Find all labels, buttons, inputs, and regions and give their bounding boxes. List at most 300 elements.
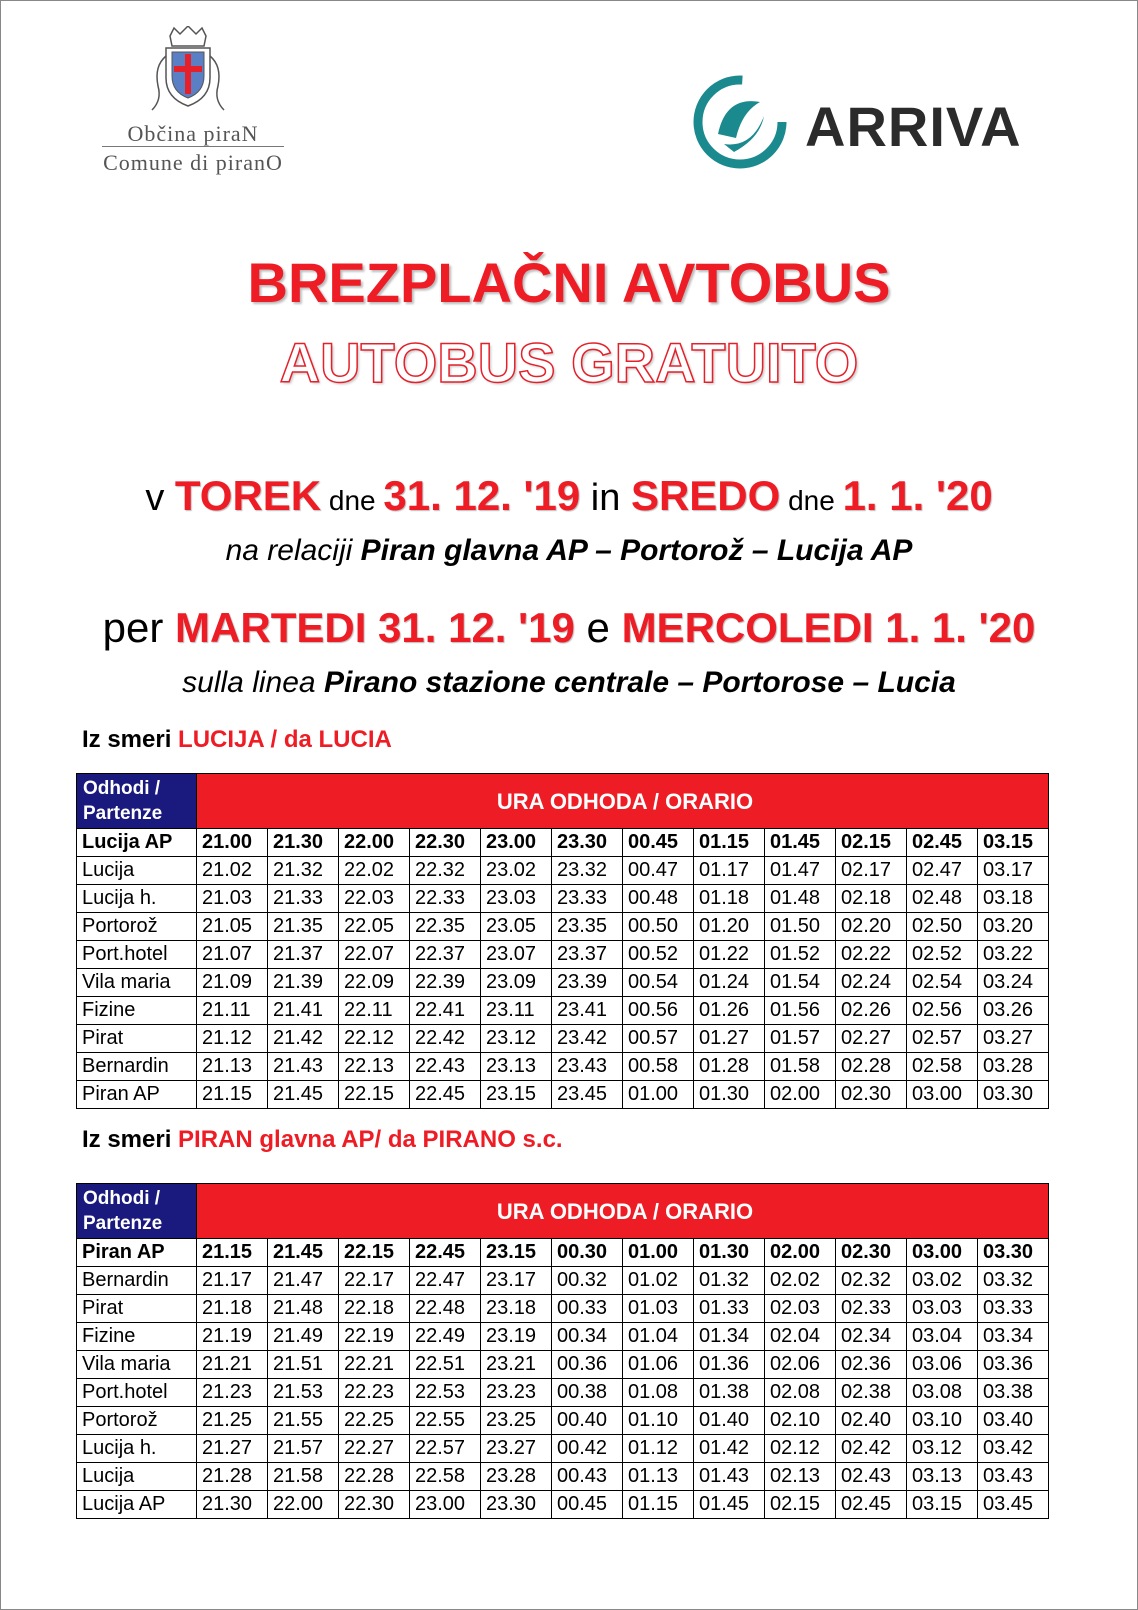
departure-time-cell: 21.32 <box>268 857 339 885</box>
departure-time-cell: 03.13 <box>907 1463 978 1491</box>
date-text: dne <box>780 485 843 516</box>
departure-time-cell: 23.35 <box>552 913 623 941</box>
departure-time-cell: 03.00 <box>907 1239 978 1267</box>
departure-time-cell: 02.10 <box>765 1407 836 1435</box>
stop-name-cell: Vila maria <box>77 969 197 997</box>
departure-time-cell: 03.20 <box>978 913 1049 941</box>
departure-time-cell: 23.32 <box>552 857 623 885</box>
departure-time-cell: 03.34 <box>978 1323 1049 1351</box>
stop-name-cell: Fizine <box>77 1323 197 1351</box>
stop-name-cell: Pirat <box>77 1295 197 1323</box>
departure-time-cell: 22.32 <box>410 857 481 885</box>
departure-time-cell: 22.53 <box>410 1379 481 1407</box>
departure-time-cell: 23.27 <box>481 1435 552 1463</box>
departure-time-cell: 21.21 <box>197 1351 268 1379</box>
timetable-banner: URA ODHODA / ORARIO <box>197 774 1049 829</box>
departure-time-cell: 23.02 <box>481 857 552 885</box>
table-row <box>77 969 1049 997</box>
departure-time-cell: 21.42 <box>268 1025 339 1053</box>
departure-time-cell: 01.03 <box>623 1295 694 1323</box>
departure-time-cell: 02.34 <box>836 1323 907 1351</box>
date-text: in <box>580 477 631 519</box>
departure-time-cell: 01.00 <box>623 1081 694 1109</box>
departure-time-cell: 00.54 <box>623 969 694 997</box>
departure-time-cell: 03.36 <box>978 1351 1049 1379</box>
stop-name-cell: Port.hotel <box>77 941 197 969</box>
table-row <box>77 1379 1049 1407</box>
departure-time-cell: 21.12 <box>197 1025 268 1053</box>
table-row <box>77 1025 1049 1053</box>
departure-time-cell: 01.00 <box>623 1239 694 1267</box>
departure-time-cell: 23.11 <box>481 997 552 1025</box>
departure-time-cell: 01.10 <box>623 1407 694 1435</box>
departure-time-cell: 02.56 <box>907 997 978 1025</box>
logo-divider <box>102 146 284 147</box>
departure-time-cell: 02.58 <box>907 1053 978 1081</box>
departure-time-cell: 03.18 <box>978 885 1049 913</box>
departure-time-cell: 22.49 <box>410 1323 481 1351</box>
departure-time-cell: 01.34 <box>694 1323 765 1351</box>
departure-time-cell: 23.30 <box>552 829 623 857</box>
stop-name-cell: Lucija AP <box>77 829 197 857</box>
departure-time-cell: 03.00 <box>907 1081 978 1109</box>
departure-time-cell: 02.50 <box>907 913 978 941</box>
departure-time-cell: 02.28 <box>836 1053 907 1081</box>
date-highlight: MERCOLEDI 1. 1. '20 <box>621 604 1036 651</box>
departure-time-cell: 02.45 <box>836 1491 907 1519</box>
departure-time-cell: 22.37 <box>410 941 481 969</box>
departure-time-cell: 02.02 <box>765 1267 836 1295</box>
departure-time-cell: 22.11 <box>339 997 410 1025</box>
departure-time-cell: 22.30 <box>339 1491 410 1519</box>
departure-time-cell: 01.08 <box>623 1379 694 1407</box>
date-highlight: 1. 1. '20 <box>842 472 993 519</box>
departure-time-cell: 23.17 <box>481 1267 552 1295</box>
departure-time-cell: 02.13 <box>765 1463 836 1491</box>
departure-time-cell: 22.35 <box>410 913 481 941</box>
departure-time-cell: 22.05 <box>339 913 410 941</box>
stop-name-cell: Pirat <box>77 1025 197 1053</box>
stop-name-cell: Piran AP <box>77 1081 197 1109</box>
obcina-piran-logo <box>78 26 308 176</box>
departure-time-cell: 03.30 <box>978 1239 1049 1267</box>
departure-time-cell: 00.40 <box>552 1407 623 1435</box>
stop-name-cell: Piran AP <box>77 1239 197 1267</box>
section-heading-prefix: Iz smeri <box>82 726 179 753</box>
departure-time-cell: 02.24 <box>836 969 907 997</box>
route-name: Pirano stazione centrale – Portorose – Lucia <box>323 666 956 699</box>
departure-time-cell: 23.03 <box>481 885 552 913</box>
departure-time-cell: 21.51 <box>268 1351 339 1379</box>
table-row <box>77 1267 1049 1295</box>
departure-time-cell: 03.06 <box>907 1351 978 1379</box>
departure-time-cell: 01.15 <box>623 1491 694 1519</box>
departure-time-cell: 03.04 <box>907 1323 978 1351</box>
timetable-from-piran <box>76 1183 1049 1519</box>
departure-time-cell: 21.55 <box>268 1407 339 1435</box>
departure-time-cell: 23.25 <box>481 1407 552 1435</box>
departure-time-cell: 03.26 <box>978 997 1049 1025</box>
departure-time-cell: 23.28 <box>481 1463 552 1491</box>
departure-time-cell: 03.22 <box>978 941 1049 969</box>
departure-time-cell: 02.04 <box>765 1323 836 1351</box>
route-line-italian <box>0 666 1138 700</box>
departure-time-cell: 00.33 <box>552 1295 623 1323</box>
departure-time-cell: 23.45 <box>552 1081 623 1109</box>
departure-time-cell: 03.45 <box>978 1491 1049 1519</box>
departure-time-cell: 23.30 <box>481 1491 552 1519</box>
departure-time-cell: 22.07 <box>339 941 410 969</box>
departure-time-cell: 02.18 <box>836 885 907 913</box>
departure-time-cell: 21.58 <box>268 1463 339 1491</box>
departure-time-cell: 00.36 <box>552 1351 623 1379</box>
departure-time-cell: 22.15 <box>339 1081 410 1109</box>
departure-time-cell: 22.19 <box>339 1323 410 1351</box>
departure-time-cell: 21.30 <box>268 829 339 857</box>
departure-time-cell: 22.51 <box>410 1351 481 1379</box>
departure-time-cell: 00.34 <box>552 1323 623 1351</box>
departure-time-cell: 21.47 <box>268 1267 339 1295</box>
departure-time-cell: 22.43 <box>410 1053 481 1081</box>
departure-time-cell: 02.54 <box>907 969 978 997</box>
departure-time-cell: 02.30 <box>836 1239 907 1267</box>
departure-time-cell: 21.33 <box>268 885 339 913</box>
departure-time-cell: 22.58 <box>410 1463 481 1491</box>
piran-crest-icon <box>148 26 228 114</box>
departure-time-cell: 23.05 <box>481 913 552 941</box>
departure-time-cell: 23.19 <box>481 1323 552 1351</box>
departure-time-cell: 01.47 <box>765 857 836 885</box>
departure-time-cell: 23.07 <box>481 941 552 969</box>
departure-time-cell: 02.32 <box>836 1267 907 1295</box>
departure-time-cell: 22.42 <box>410 1025 481 1053</box>
departure-time-cell: 03.27 <box>978 1025 1049 1053</box>
departure-time-cell: 01.57 <box>765 1025 836 1053</box>
departure-time-cell: 03.28 <box>978 1053 1049 1081</box>
departure-time-cell: 01.15 <box>694 829 765 857</box>
departure-time-cell: 03.38 <box>978 1379 1049 1407</box>
day-highlight: TOREK <box>174 472 322 519</box>
departure-time-cell: 02.15 <box>765 1491 836 1519</box>
table-row <box>77 1053 1049 1081</box>
departure-time-cell: 02.47 <box>907 857 978 885</box>
departure-time-cell: 23.39 <box>552 969 623 997</box>
departure-time-cell: 03.30 <box>978 1081 1049 1109</box>
departure-time-cell: 01.22 <box>694 941 765 969</box>
departure-time-cell: 21.03 <box>197 885 268 913</box>
stop-name-cell: Lucija AP <box>77 1491 197 1519</box>
departure-time-cell: 23.43 <box>552 1053 623 1081</box>
route-prefix: sulla linea <box>182 666 324 699</box>
departure-time-cell: 02.12 <box>765 1435 836 1463</box>
departure-time-cell: 01.24 <box>694 969 765 997</box>
section-heading-from-piran <box>82 1126 563 1154</box>
stop-name-cell: Port.hotel <box>77 1379 197 1407</box>
departure-time-cell: 23.18 <box>481 1295 552 1323</box>
departure-time-cell: 22.45 <box>410 1239 481 1267</box>
departure-time-cell: 21.00 <box>197 829 268 857</box>
departure-time-cell: 01.38 <box>694 1379 765 1407</box>
departure-time-cell: 02.15 <box>836 829 907 857</box>
departure-time-cell: 02.40 <box>836 1407 907 1435</box>
departure-time-cell: 03.43 <box>978 1463 1049 1491</box>
departure-time-cell: 21.27 <box>197 1435 268 1463</box>
obcina-piran-text: Občina piraN <box>127 121 259 146</box>
departure-time-cell: 23.00 <box>481 829 552 857</box>
table-row <box>77 1407 1049 1435</box>
departure-time-cell: 02.30 <box>836 1081 907 1109</box>
departure-time-cell: 22.45 <box>410 1081 481 1109</box>
departure-time-cell: 02.52 <box>907 941 978 969</box>
departure-time-cell: 01.06 <box>623 1351 694 1379</box>
table-row <box>77 1295 1049 1323</box>
departure-time-cell: 22.27 <box>339 1435 410 1463</box>
departure-time-cell: 02.22 <box>836 941 907 969</box>
departure-time-cell: 22.21 <box>339 1351 410 1379</box>
stop-name-cell: Portorož <box>77 913 197 941</box>
departure-time-cell: 02.33 <box>836 1295 907 1323</box>
departure-time-cell: 22.00 <box>339 829 410 857</box>
comune-di-pirano-text: Comune di piranO <box>103 150 283 175</box>
departure-time-cell: 00.45 <box>552 1491 623 1519</box>
departure-time-cell: 02.36 <box>836 1351 907 1379</box>
date-highlight: MARTEDI 31. 12. '19 <box>175 604 575 651</box>
departure-time-cell: 23.23 <box>481 1379 552 1407</box>
departure-time-cell: 01.17 <box>694 857 765 885</box>
departure-time-cell: 21.53 <box>268 1379 339 1407</box>
departure-time-cell: 02.03 <box>765 1295 836 1323</box>
departure-time-cell: 00.58 <box>623 1053 694 1081</box>
departure-time-cell: 23.37 <box>552 941 623 969</box>
departure-time-cell: 21.05 <box>197 913 268 941</box>
departure-time-cell: 22.48 <box>410 1295 481 1323</box>
title-slovene: BREZPLAČNI AVTOBUS <box>247 251 891 314</box>
departure-time-cell: 01.50 <box>765 913 836 941</box>
departure-time-cell: 02.26 <box>836 997 907 1025</box>
departure-time-cell: 21.15 <box>197 1239 268 1267</box>
day-highlight: SREDO <box>630 472 781 519</box>
departure-time-cell: 23.21 <box>481 1351 552 1379</box>
departure-time-cell: 00.47 <box>623 857 694 885</box>
departure-time-cell: 01.45 <box>765 829 836 857</box>
departure-time-cell: 22.41 <box>410 997 481 1025</box>
departure-time-cell: 21.45 <box>268 1239 339 1267</box>
departure-time-cell: 23.00 <box>410 1491 481 1519</box>
departure-time-cell: 03.40 <box>978 1407 1049 1435</box>
departure-time-cell: 22.09 <box>339 969 410 997</box>
departure-time-cell: 22.39 <box>410 969 481 997</box>
table-row <box>77 913 1049 941</box>
arriva-wordmark: ARRIVA <box>805 95 1022 158</box>
table-row <box>77 1463 1049 1491</box>
departure-time-cell: 02.00 <box>765 1081 836 1109</box>
departure-time-cell: 23.12 <box>481 1025 552 1053</box>
section-heading-from-lucija <box>82 726 392 754</box>
stop-name-cell: Lucija h. <box>77 1435 197 1463</box>
departure-time-cell: 22.33 <box>410 885 481 913</box>
departure-time-cell: 03.10 <box>907 1407 978 1435</box>
table-row <box>77 941 1049 969</box>
departure-time-cell: 22.47 <box>410 1267 481 1295</box>
departure-time-cell: 22.30 <box>410 829 481 857</box>
departure-time-cell: 23.33 <box>552 885 623 913</box>
date-line-slovene <box>0 472 1138 520</box>
departure-time-cell: 22.18 <box>339 1295 410 1323</box>
departure-time-cell: 01.58 <box>765 1053 836 1081</box>
departure-time-cell: 21.30 <box>197 1491 268 1519</box>
departure-time-cell: 22.00 <box>268 1491 339 1519</box>
departure-time-cell: 01.43 <box>694 1463 765 1491</box>
timetable-from-lucija <box>76 773 1049 1109</box>
departure-time-cell: 21.18 <box>197 1295 268 1323</box>
departure-time-cell: 21.35 <box>268 913 339 941</box>
departure-time-cell: 22.13 <box>339 1053 410 1081</box>
departure-time-cell: 03.42 <box>978 1435 1049 1463</box>
departure-time-cell: 01.18 <box>694 885 765 913</box>
departure-time-cell: 23.41 <box>552 997 623 1025</box>
section-heading-highlight: LUCIJA / da LUCIA <box>178 726 392 753</box>
departure-time-cell: 03.02 <box>907 1267 978 1295</box>
timetable-corner-label: Odhodi / Partenze <box>77 774 197 829</box>
stop-name-cell: Fizine <box>77 997 197 1025</box>
date-text: per <box>102 604 176 651</box>
stop-name-cell: Bernardin <box>77 1053 197 1081</box>
departure-time-cell: 03.33 <box>978 1295 1049 1323</box>
title-italian: AUTOBUS GRATUITO <box>279 331 859 394</box>
table-row <box>77 1491 1049 1519</box>
departure-time-cell: 01.26 <box>694 997 765 1025</box>
departure-time-cell: 21.23 <box>197 1379 268 1407</box>
stop-name-cell: Bernardin <box>77 1267 197 1295</box>
departure-time-cell: 21.49 <box>268 1323 339 1351</box>
stop-name-cell: Lucija h. <box>77 885 197 913</box>
departure-time-cell: 03.12 <box>907 1435 978 1463</box>
table-row <box>77 829 1049 857</box>
departure-time-cell: 01.40 <box>694 1407 765 1435</box>
route-prefix: na relaciji <box>225 534 361 567</box>
departure-time-cell: 02.38 <box>836 1379 907 1407</box>
departure-time-cell: 01.48 <box>765 885 836 913</box>
departure-time-cell: 21.07 <box>197 941 268 969</box>
departure-time-cell: 22.23 <box>339 1379 410 1407</box>
departure-time-cell: 01.30 <box>694 1239 765 1267</box>
departure-time-cell: 01.04 <box>623 1323 694 1351</box>
departure-time-cell: 03.03 <box>907 1295 978 1323</box>
timetable-header-row <box>77 1184 1049 1239</box>
table-row <box>77 885 1049 913</box>
stop-name-cell: Lucija <box>77 857 197 885</box>
departure-time-cell: 22.55 <box>410 1407 481 1435</box>
departure-time-cell: 01.52 <box>765 941 836 969</box>
departure-time-cell: 00.50 <box>623 913 694 941</box>
departure-time-cell: 00.48 <box>623 885 694 913</box>
departure-time-cell: 03.15 <box>978 829 1049 857</box>
table-row <box>77 1081 1049 1109</box>
table-row <box>77 1239 1049 1267</box>
departure-time-cell: 21.19 <box>197 1323 268 1351</box>
departure-time-cell: 02.27 <box>836 1025 907 1053</box>
departure-time-cell: 02.17 <box>836 857 907 885</box>
departure-time-cell: 01.02 <box>623 1267 694 1295</box>
departure-time-cell: 21.41 <box>268 997 339 1025</box>
section-heading-highlight: PIRAN glavna AP/ da PIRANO s.c. <box>178 1126 563 1153</box>
departure-time-cell: 22.25 <box>339 1407 410 1435</box>
departure-time-cell: 01.36 <box>694 1351 765 1379</box>
departure-time-cell: 01.30 <box>694 1081 765 1109</box>
departure-time-cell: 01.28 <box>694 1053 765 1081</box>
table-row <box>77 1323 1049 1351</box>
departure-time-cell: 00.43 <box>552 1463 623 1491</box>
departure-time-cell: 01.27 <box>694 1025 765 1053</box>
departure-time-cell: 01.12 <box>623 1435 694 1463</box>
departure-time-cell: 02.20 <box>836 913 907 941</box>
departure-time-cell: 00.42 <box>552 1435 623 1463</box>
departure-time-cell: 23.13 <box>481 1053 552 1081</box>
departure-time-cell: 00.32 <box>552 1267 623 1295</box>
departure-time-cell: 21.45 <box>268 1081 339 1109</box>
stop-name-cell: Vila maria <box>77 1351 197 1379</box>
departure-time-cell: 03.32 <box>978 1267 1049 1295</box>
departure-time-cell: 02.48 <box>907 885 978 913</box>
departure-time-cell: 02.06 <box>765 1351 836 1379</box>
departure-time-cell: 22.02 <box>339 857 410 885</box>
departure-time-cell: 02.43 <box>836 1463 907 1491</box>
departure-time-cell: 00.38 <box>552 1379 623 1407</box>
departure-time-cell: 03.08 <box>907 1379 978 1407</box>
stop-name-cell: Lucija <box>77 1463 197 1491</box>
table-row <box>77 997 1049 1025</box>
departure-time-cell: 21.25 <box>197 1407 268 1435</box>
departure-time-cell: 22.03 <box>339 885 410 913</box>
timetable-corner-label: Odhodi / Partenze <box>77 1184 197 1239</box>
date-line-italian <box>0 604 1138 652</box>
timetable-banner: URA ODHODA / ORARIO <box>197 1184 1049 1239</box>
section-heading-prefix: Iz smeri <box>82 1126 179 1153</box>
departure-time-cell: 00.45 <box>623 829 694 857</box>
departure-time-cell: 22.28 <box>339 1463 410 1491</box>
departure-time-cell: 21.02 <box>197 857 268 885</box>
arriva-swirl-icon <box>690 72 790 172</box>
date-text: dne <box>321 485 384 516</box>
table-row <box>77 1435 1049 1463</box>
stop-name-cell: Portorož <box>77 1407 197 1435</box>
arriva-logo <box>690 72 1030 182</box>
departure-time-cell: 22.57 <box>410 1435 481 1463</box>
departure-time-cell: 00.56 <box>623 997 694 1025</box>
departure-time-cell: 02.57 <box>907 1025 978 1053</box>
route-name: Piran glavna AP – Portorož – Lucija AP <box>360 534 913 567</box>
route-line-slovene <box>0 534 1138 568</box>
departure-time-cell: 21.13 <box>197 1053 268 1081</box>
departure-time-cell: 21.57 <box>268 1435 339 1463</box>
departure-time-cell: 01.56 <box>765 997 836 1025</box>
departure-time-cell: 01.42 <box>694 1435 765 1463</box>
departure-time-cell: 01.45 <box>694 1491 765 1519</box>
table-row <box>77 1351 1049 1379</box>
departure-time-cell: 23.15 <box>481 1081 552 1109</box>
departure-time-cell: 21.11 <box>197 997 268 1025</box>
departure-time-cell: 21.39 <box>268 969 339 997</box>
departure-time-cell: 02.08 <box>765 1379 836 1407</box>
departure-time-cell: 23.15 <box>481 1239 552 1267</box>
departure-time-cell: 22.15 <box>339 1239 410 1267</box>
departure-time-cell: 21.37 <box>268 941 339 969</box>
departure-time-cell: 03.15 <box>907 1491 978 1519</box>
departure-time-cell: 21.17 <box>197 1267 268 1295</box>
departure-time-cell: 02.42 <box>836 1435 907 1463</box>
departure-time-cell: 03.17 <box>978 857 1049 885</box>
departure-time-cell: 01.20 <box>694 913 765 941</box>
